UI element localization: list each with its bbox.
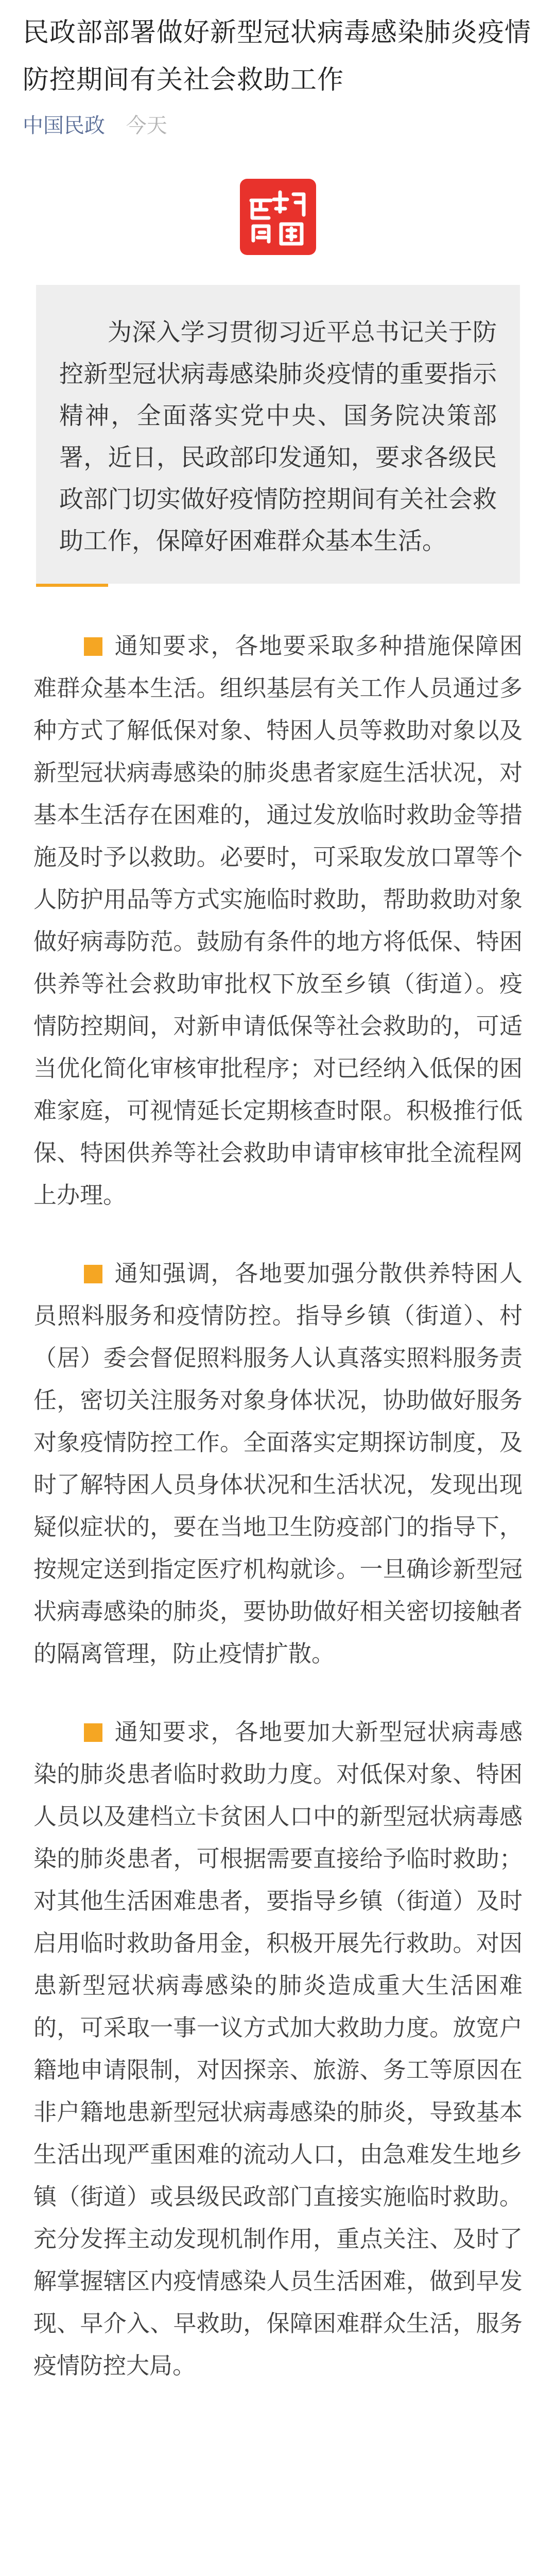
section-paragraph xyxy=(33,1252,523,1675)
mca-logo-icon xyxy=(240,179,316,255)
section-1 xyxy=(33,625,523,1216)
intro-text: 为深入学习贯彻习近平总书记关于防控新型冠状病毒感染肺炎疫情的重要指示精神，全面落实党中央、国务院决策部署，近日，民政部印发通知，要求各级民政部门切实做好疫情防控期间有关社会救助工作，保障好困难群众基本生活。 xyxy=(59,318,497,555)
publish-time: 今天 xyxy=(126,114,167,138)
intro-quote-box xyxy=(36,285,520,584)
section-2-text: 通知强调，各地要加强分散供养特困人员照料服务和疫情防控。指导乡镇（街道）、村（居）委会督促照料服务人认真落实照料服务责任，密切关注服务对象身体状况，协助做好服务对象疫情防控工作。全面落实定期探访制度，及时了解特困人员身体状况和生活状况，发现出现疑似症状的，要在当地卫生防疫部门的指导下，按规定送到指定医疗机构就诊。一旦确诊新型冠状病毒感染的肺炎，要协助做好相关密切接触者的隔离管理，防止疫情扩散。 xyxy=(33,1260,523,1667)
section-2 xyxy=(33,1252,523,1675)
section-paragraph xyxy=(33,1711,523,2387)
square-bullet-icon xyxy=(84,1723,102,1742)
section-3 xyxy=(33,1711,523,2387)
section-3-text: 通知要求，各地要加大新型冠状病毒感染的肺炎患者临时救助力度。对低保对象、特困人员以及建档立卡贫困人口中的新型冠状病毒感染的肺炎患者，可根据需要直接给予临时救助；对其他生活困难患者，要指导乡镇（街道）及时启用临时救助备用金，积极开展先行救助。对因患新型冠状病毒感染的肺炎造成重大生活困难的，可采取一事一议方式加大救助力度。放宽户籍地申请限制，对因探亲、旅游、务工等原因在非户籍地患新型冠状病毒感染的肺炎，导致基本生活出现严重困难的流动人口，由急难发生地乡镇（街道）或县级民政部门直接实施临时救助。充分发挥主动发现机制作用，重点关注、及时了解掌握辖区内疫情感染人员生活困难，做到早发现、早介入、早救助，保障困难群众生活，服务疫情防控大局。 xyxy=(33,1718,523,2379)
square-bullet-icon xyxy=(84,1265,102,1283)
logo-wrap xyxy=(0,179,556,255)
article-title: 民政部部署做好新型冠状病毒感染肺炎疫情防控期间有关社会救助工作 xyxy=(23,18,532,95)
article-meta xyxy=(0,104,556,140)
source-account-link[interactable]: 中国民政 xyxy=(23,114,105,138)
section-1-text: 通知要求，各地要采取多种措施保障困难群众基本生活。组织基层有关工作人员通过多种方式了解低保对象、特困人员等救助对象以及新型冠状病毒感染的肺炎患者家庭生活状况，对基本生活存在困难的，通过发放临时救助金等措施及时予以救助。必要时，可采取发放口罩等个人防护用品等方式实施临时救助，帮助救助对象做好病毒防范。鼓励有条件的地方将低保、特困供养等社会救助审批权下放至乡镇（街道）。疫情防控期间，对新申请低保等社会救助的，可适当优化简化审核审批程序；对已经纳入低保的困难家庭，可视情延长定期核查时限。积极推行低保、特困供养等社会救助申请审核审批全流程网上办理。 xyxy=(33,632,523,1209)
quote-accent-bar xyxy=(36,584,108,587)
section-paragraph xyxy=(33,625,523,1216)
square-bullet-icon xyxy=(84,637,102,656)
